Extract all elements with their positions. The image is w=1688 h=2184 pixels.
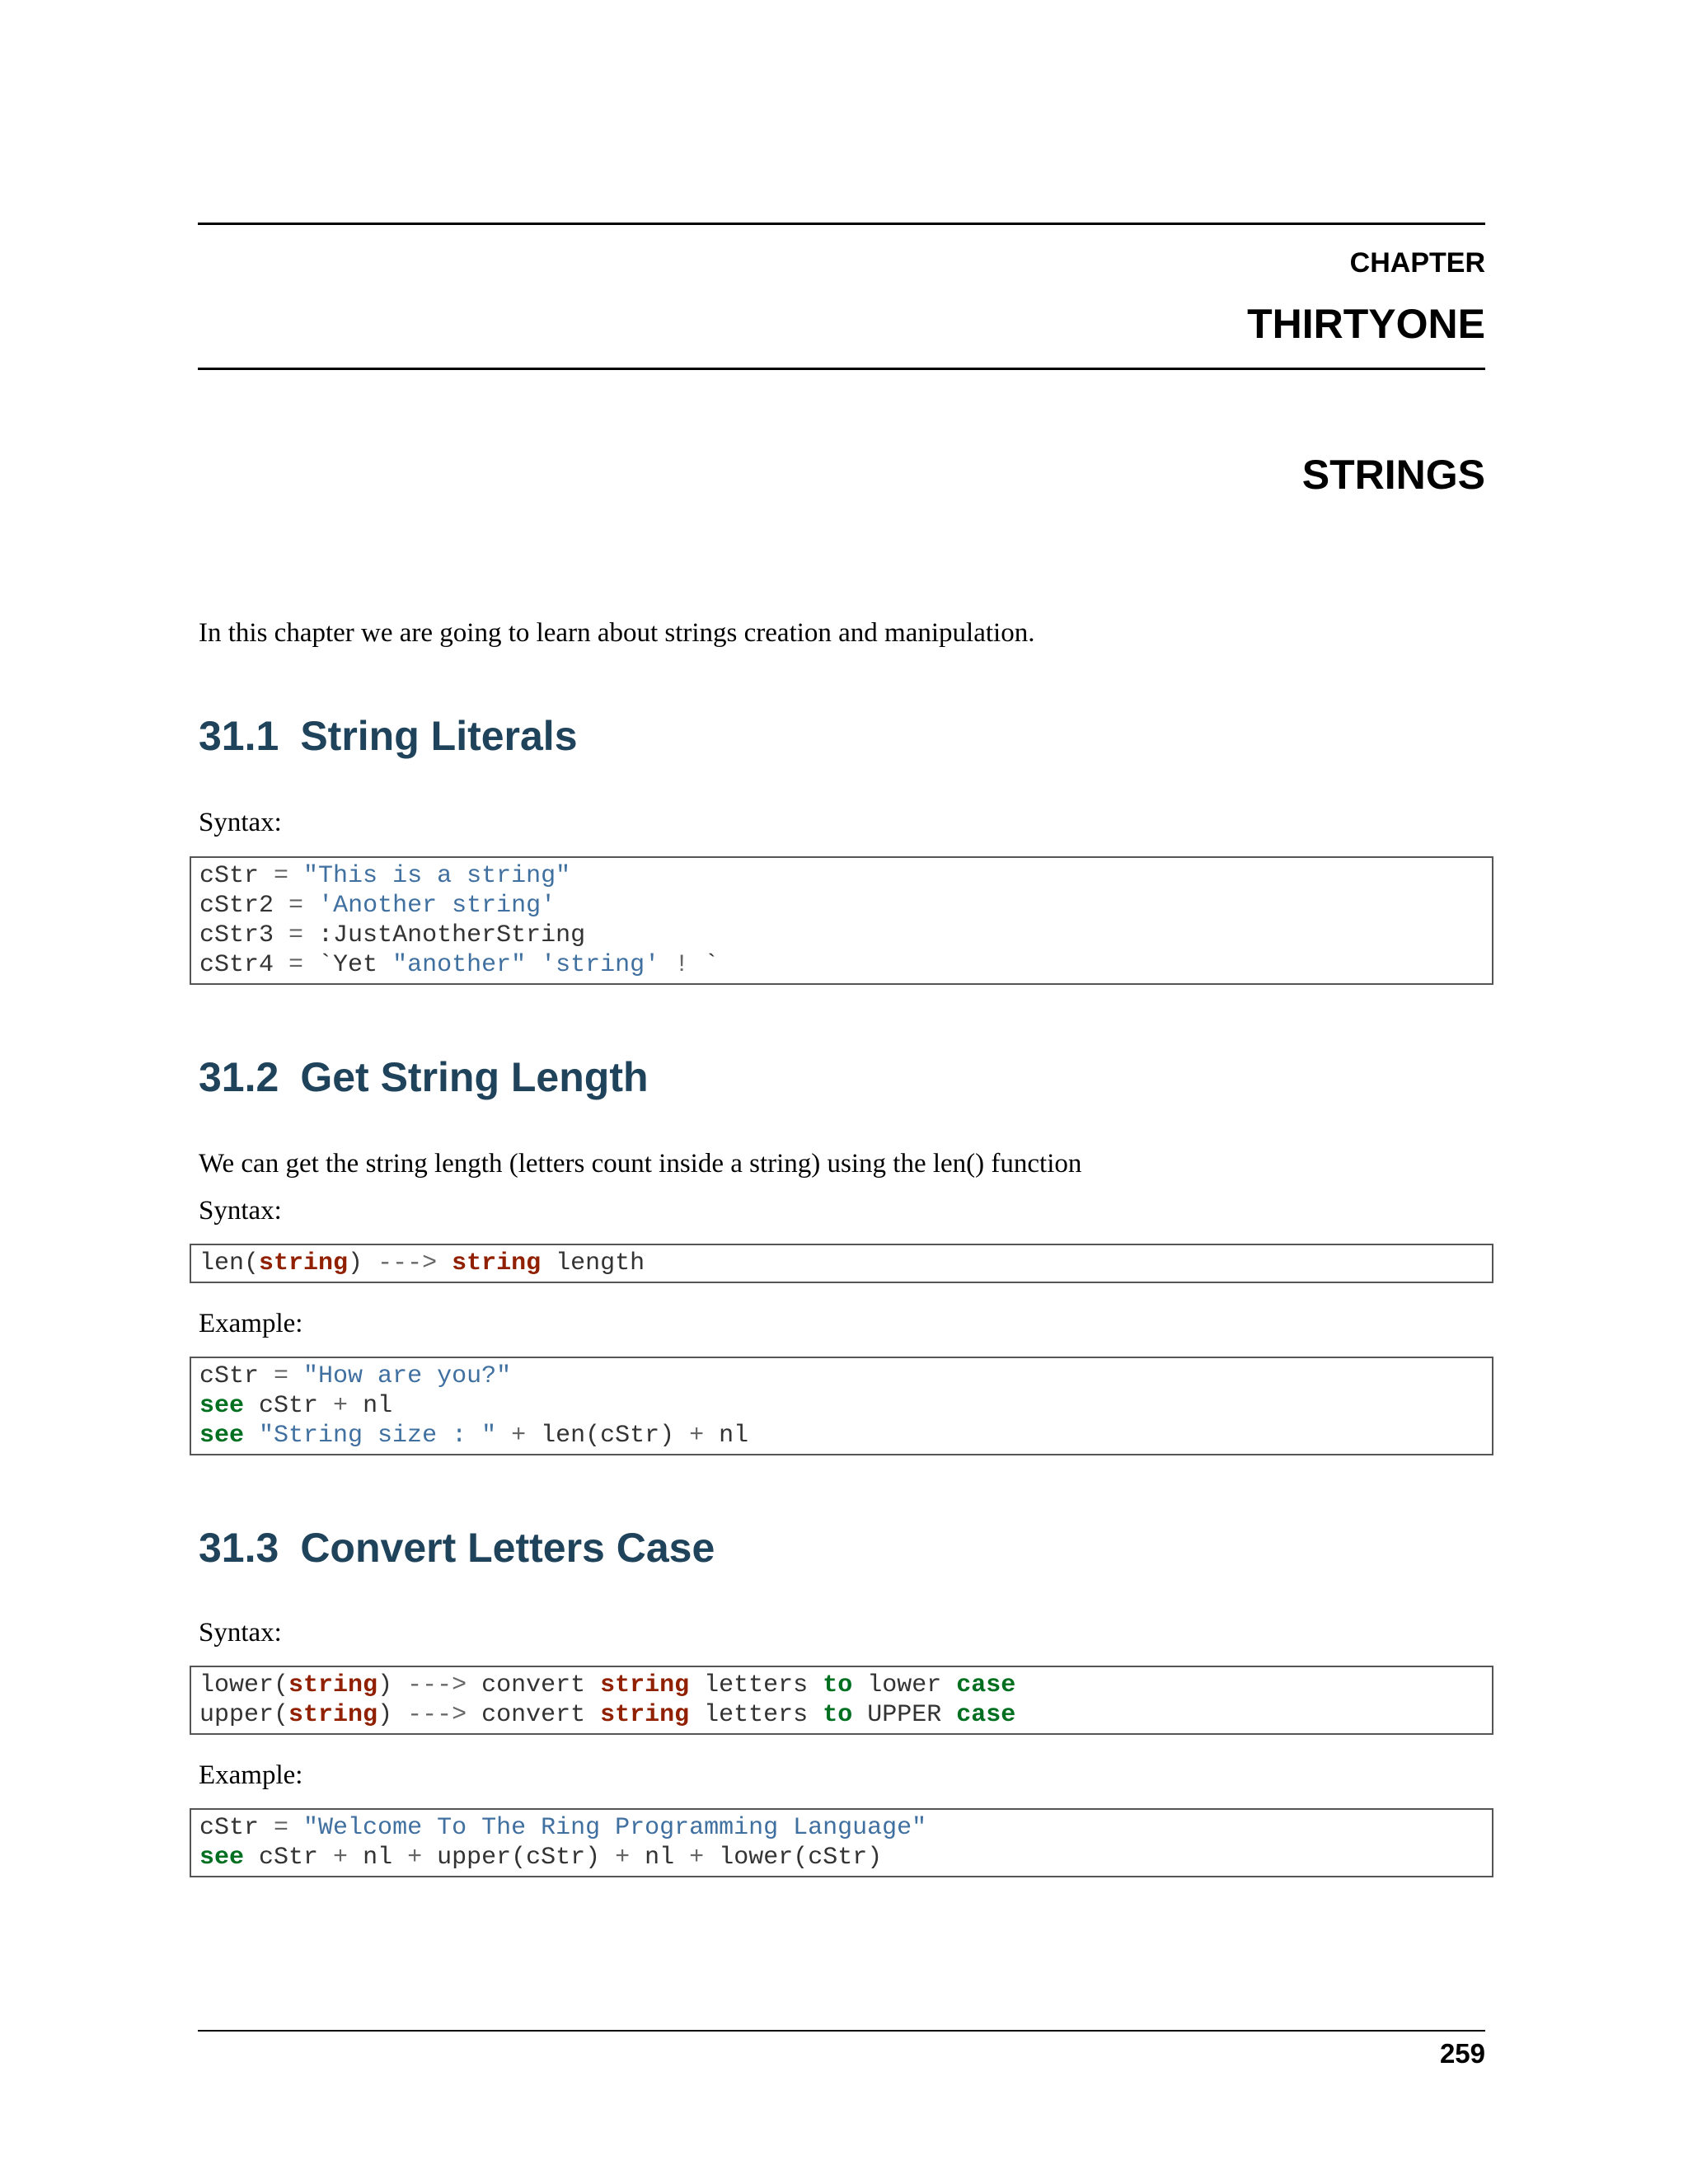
code-token: letters — [689, 1701, 823, 1729]
code-token: cStr — [199, 1362, 274, 1390]
code-token: "String size : " — [259, 1422, 497, 1450]
code-token: ---> — [407, 1701, 467, 1729]
code-token — [288, 1362, 303, 1390]
code-token: + — [407, 1844, 423, 1872]
chapter-bottom-rule — [198, 368, 1485, 370]
code-token: cStr2 — [199, 892, 289, 920]
code-token: letters — [689, 1671, 823, 1699]
code-token: convert — [467, 1671, 601, 1699]
section-heading-convert-letters-case — [199, 1524, 715, 1572]
code-token: to — [823, 1701, 853, 1729]
code-token: + — [333, 1392, 349, 1420]
code-token — [288, 1814, 303, 1842]
code-token: `Yet — [303, 951, 393, 979]
code-token: cStr — [199, 862, 274, 890]
code-token: ) — [377, 1701, 408, 1729]
code-token: cStr — [244, 1392, 334, 1420]
code-token: ` — [689, 951, 720, 979]
code-token: upper(cStr) — [422, 1844, 616, 1872]
code-token: nl — [348, 1392, 393, 1420]
code-block-case-example — [190, 1808, 1493, 1877]
code-block-literals — [190, 856, 1493, 985]
code-token: "another" — [392, 951, 527, 979]
code-token: ! — [674, 951, 690, 979]
code-token: case — [956, 1671, 1016, 1699]
code-token: = — [288, 951, 304, 979]
code-line — [199, 1700, 1484, 1730]
code-token: string — [600, 1671, 690, 1699]
code-token: len(cStr) — [526, 1422, 690, 1450]
code-line — [199, 891, 1484, 921]
code-token: + — [333, 1844, 349, 1872]
code-token: case — [956, 1701, 1016, 1729]
code-token: cStr — [199, 1814, 274, 1842]
example-label: Example: — [199, 1760, 303, 1790]
code-block-len-syntax — [190, 1244, 1493, 1283]
footer-rule — [198, 2030, 1485, 2032]
code-token: cStr — [244, 1844, 334, 1872]
code-token: 'string' — [541, 951, 660, 979]
code-token: 'Another string' — [318, 892, 556, 920]
page-number: 259 — [1439, 2038, 1485, 2069]
syntax-label: Syntax: — [199, 808, 282, 837]
code-token: string — [452, 1249, 542, 1277]
section-heading-string-literals — [199, 712, 578, 760]
code-token: + — [511, 1422, 527, 1450]
code-token: len( — [199, 1249, 260, 1277]
intro-paragraph: In this chapter we are going to learn about strings creation and manipulation. — [199, 618, 1035, 648]
code-line — [199, 1421, 1484, 1451]
code-token — [303, 892, 318, 920]
section-title: Get String Length — [300, 1054, 649, 1100]
code-token: + — [615, 1844, 631, 1872]
code-line — [199, 1361, 1484, 1391]
code-token: "How are you?" — [303, 1362, 512, 1390]
code-token: lower( — [199, 1671, 289, 1699]
code-token: to — [823, 1671, 853, 1699]
code-token: = — [288, 892, 304, 920]
code-token: string — [259, 1249, 349, 1277]
code-token: "This is a string" — [303, 862, 571, 890]
code-token: UPPER — [852, 1701, 957, 1729]
code-token: ) — [348, 1249, 378, 1277]
code-token: ---> — [407, 1671, 467, 1699]
code-token: "Welcome To The Ring Programming Language" — [303, 1814, 927, 1842]
code-token: nl — [704, 1422, 749, 1450]
code-token: = — [274, 1814, 289, 1842]
code-token — [659, 951, 674, 979]
code-line — [199, 921, 1484, 950]
code-token — [526, 951, 541, 979]
section-number: 31.2 — [199, 1054, 279, 1100]
code-token: see — [199, 1392, 245, 1420]
section-title: Convert Letters Case — [300, 1525, 715, 1571]
code-token: string — [288, 1671, 378, 1699]
code-line — [199, 1249, 1484, 1278]
code-token: lower(cStr) — [704, 1844, 883, 1872]
code-line — [199, 950, 1484, 980]
code-token — [288, 862, 303, 890]
code-line — [199, 1843, 1484, 1872]
code-line — [199, 1391, 1484, 1421]
section-title: String Literals — [300, 713, 578, 759]
code-token: = — [274, 1362, 289, 1390]
code-token: see — [199, 1422, 245, 1450]
code-token: nl — [348, 1844, 408, 1872]
chapter-number: THIRTYONE — [1247, 301, 1485, 347]
code-token: length — [541, 1249, 645, 1277]
code-token: ) — [377, 1671, 408, 1699]
code-token: see — [199, 1844, 245, 1872]
code-token: convert — [467, 1701, 601, 1729]
code-token: cStr3 — [199, 921, 289, 949]
code-token: ---> — [377, 1249, 438, 1277]
code-token: :JustAnotherString — [303, 921, 586, 949]
code-block-len-example — [190, 1357, 1493, 1455]
section-number: 31.3 — [199, 1525, 279, 1571]
section-number: 31.1 — [199, 713, 279, 759]
code-line — [199, 1671, 1484, 1700]
code-token — [496, 1422, 511, 1450]
code-token — [244, 1422, 259, 1450]
syntax-label: Syntax: — [199, 1196, 282, 1226]
code-line — [199, 861, 1484, 891]
code-token: + — [689, 1422, 705, 1450]
chapter-top-rule — [198, 223, 1485, 225]
chapter-label: CHAPTER — [1349, 247, 1485, 279]
len-description: We can get the string length (letters count inside a string) using the len() function — [199, 1149, 1082, 1179]
code-token: lower — [852, 1671, 957, 1699]
code-token: upper( — [199, 1701, 289, 1729]
chapter-title: STRINGS — [1301, 452, 1485, 498]
example-label: Example: — [199, 1309, 303, 1338]
code-token: nl — [630, 1844, 690, 1872]
code-token — [437, 1249, 452, 1277]
code-token: = — [274, 862, 289, 890]
code-line — [199, 1813, 1484, 1843]
code-token: string — [288, 1701, 378, 1729]
syntax-label: Syntax: — [199, 1618, 282, 1647]
section-heading-get-string-length — [199, 1053, 649, 1101]
code-block-case-syntax — [190, 1666, 1493, 1735]
code-token: cStr4 — [199, 951, 289, 979]
code-token: = — [288, 921, 304, 949]
code-token: + — [689, 1844, 705, 1872]
code-token: string — [600, 1701, 690, 1729]
